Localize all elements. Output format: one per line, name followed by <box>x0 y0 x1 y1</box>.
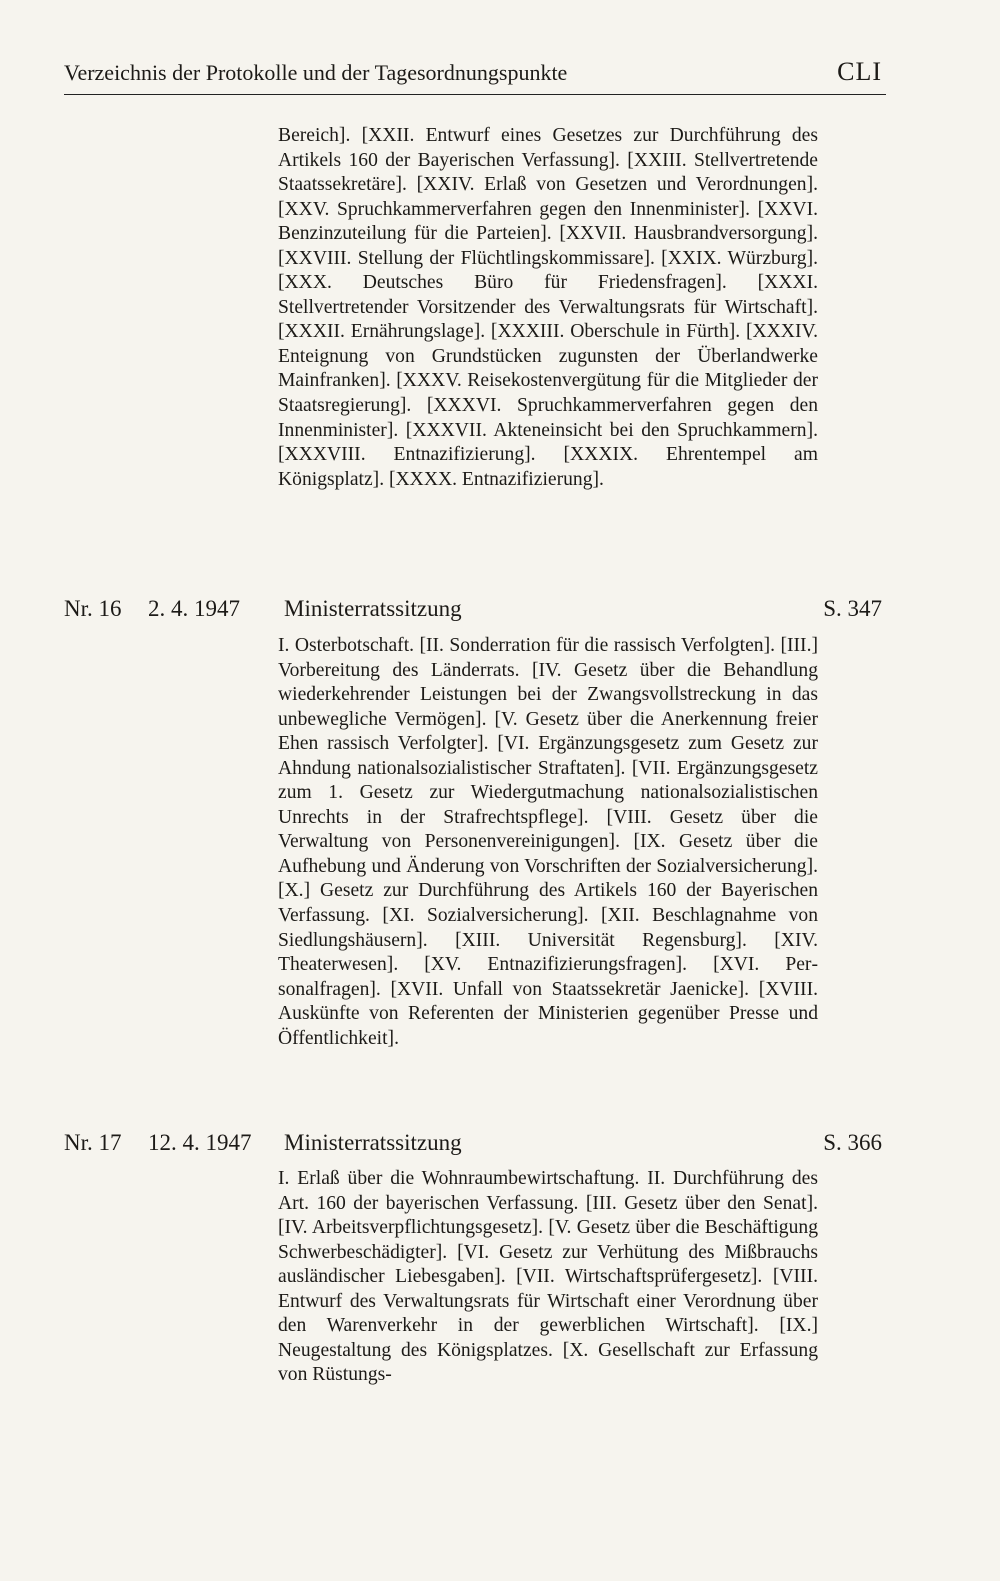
page-number: CLI <box>837 57 882 86</box>
entry-type: Ministerratssitzung <box>284 596 462 621</box>
running-head-title: Verzeichnis der Protokolle und der Tagesordnungspunkte <box>64 60 568 85</box>
continuation-text: Bereich]. [XXII. Entwurf eines Gesetzes zur Durchführung des Artikels 160 der Bayerischen Verfassung]. [XXIII. Stellvertretende Staatssekretäre]. [XXIV. Erlaß von Gesetzen und Verordnungen]. [XXV. Spruchkammerverfahren gegen den Innenminister]. [XXVI. Benzinzuteilung für die Parteien]. [XXVII. Hausbrandversorgung]. [XXVIII. Stellung der Flüchtlingskommissare]. [XXIX. Würzburg]. [XXX. Deutsches Büro für Friedensfragen]. [XXXI. Stellvertretender Vorsitzender des Verwaltungsrats für Wirtschaft]. [XXXII. Ernährungslage]. [XXXIII. Oberschule in Fürth]. [XXXIV. Enteignung von Grundstücken zugunsten der Überlandwerke Mainfranken]. [XXXV. Reisekostenvergütung für die Mitglieder der Staatsregierung]. [XXXVI. Spruchkammerverfahren gegen den Innenminister]. [XXXVII. Akteneinsicht bei den Spruchkammern]. [XXXVIII. Entnazifizierung]. [XXXIX. Ehrentempel am Königsplatz]. [XXXX. Entnazifizierung]. <box>278 125 818 490</box>
entry-number: Nr. 17 <box>64 1130 122 1155</box>
entry-date: 2. 4. 1947 <box>148 596 240 621</box>
entry-heading-nr-17 <box>64 1128 886 1158</box>
entry-type: Ministerratssitzung <box>284 1130 462 1155</box>
entry-date: 12. 4. 1947 <box>148 1130 252 1155</box>
entry-agenda-text: I. Erlaß über die Wohnraumbewirtschaftung. II. Durchführung des Art. 160 der bayerischen Verfassung. [III. Gesetz über den Senat]. [IV. Arbeitsverpflichtungsgesetz]. [V. Gesetz über die Beschäftigung Schwerbeschädigter]. [VI. Gesetz zur Verhütung des Mißbrauchs ausländischer Liebesgaben]. [VII. Wirtschaftsprüfergesetz]. [VIII. Entwurf des Verwaltungsrats für Wirtschaft einer Verordnung über den Warenverkehr in der gewerblichen Wirtschaft]. [IX.] Neugestaltung des Königsplatzes. [X. Gesellschaft zur Erfassung von Rüstungs- <box>278 1168 818 1386</box>
entry-page-reference: S. 366 <box>823 1130 882 1155</box>
entry-heading-nr-16 <box>64 594 886 624</box>
entry-agenda-text: I. Osterbotschaft. [II. Sonderration für die rassisch Verfolgten]. [III.] Vorbereitung des Länderrats. [IV. Gesetz über die Behandlung wiederkehrender Leistungen bei der Zwangsvollstreckung in das unbewegliche Vermögen]. [V. Gesetz über die Anerkennung freier Ehen rassisch Verfolgter]. [VI. Ergänzungsgesetz zum Gesetz zur Ahndung nationalsozialistischer Straftaten]. [VII. Ergänzungsgesetz zum 1. Gesetz zur Wiedergutmachung nationalsozialistischen Unrechts in der Strafrechtspflege]. [VIII. Gesetz über die Verwaltung von Personenvereinigungen]. [IX. Gesetz über die Aufhebung und Änderung von Vorschriften der Sozialversicherung]. [X.] Gesetz zur Durchführung des Artikels 160 der Bayerischen Verfassung. [XI. Sozialversicherung]. [XII. Beschlagnahme von Siedlungshäusern]. [XIII. Universität Regensburg]. [XIV. Theaterwesen]. [XV. Entnazifizierungsfragen]. [XVI. Personalfragen]. [XVII. Unfall von Staatssekretär Jaenicke]. [XVIII. Auskünfte von Referenten der Ministerien gegenüber Presse und Öffentlichkeit]. <box>278 635 818 1049</box>
entry-number: Nr. 16 <box>64 596 122 621</box>
header-rule <box>64 94 886 95</box>
page-header <box>64 58 886 98</box>
entry-page-reference: S. 347 <box>823 596 882 621</box>
